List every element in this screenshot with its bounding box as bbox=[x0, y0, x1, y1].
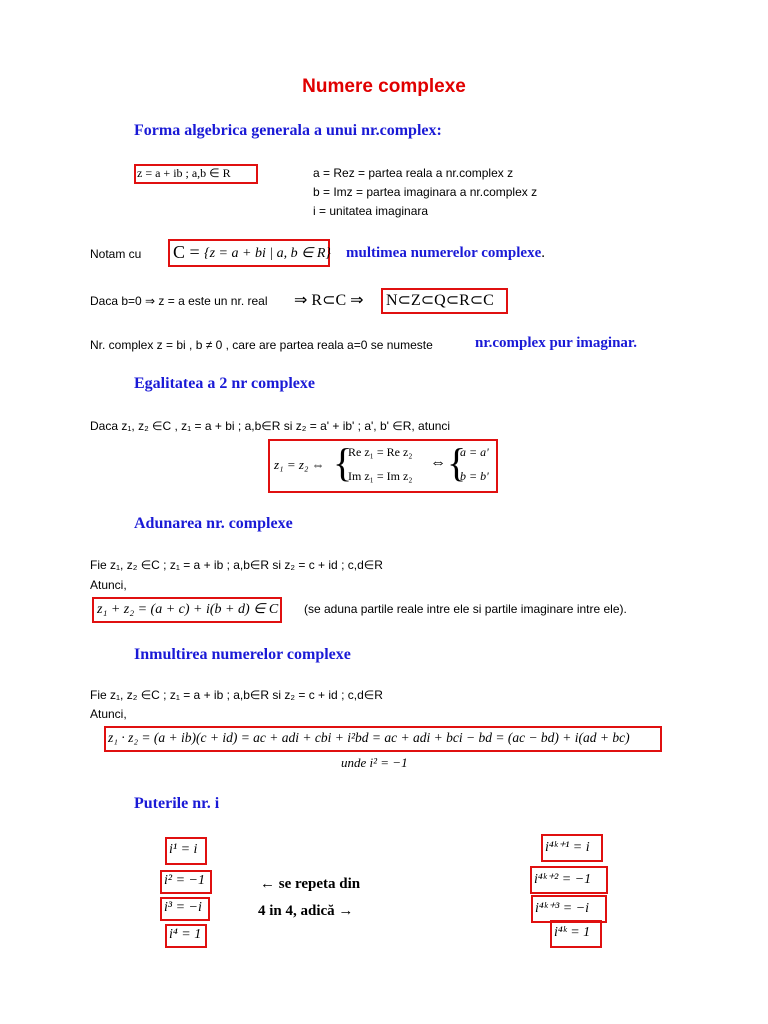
real-case-implication: ⇒ R⊂C ⇒ bbox=[294, 292, 364, 309]
equality-row2: Im z₁ = Im z₂ bbox=[348, 469, 413, 483]
equality-iff: ⇔ bbox=[430, 454, 446, 471]
set-prefix: Notam cu bbox=[90, 247, 142, 261]
power-2: i² = −1 bbox=[164, 873, 205, 888]
power-4: i⁴ = 1 bbox=[169, 927, 202, 942]
power-1: i¹ = i bbox=[169, 842, 198, 857]
multiplication-then: Atunci, bbox=[90, 707, 127, 721]
page-title: Numere complexe bbox=[302, 76, 466, 97]
real-case-text: Daca b=0 ⇒ z = a este un nr. real bbox=[90, 294, 268, 308]
def-imag-part: b = Imz = partea imaginara a nr.complex z bbox=[313, 185, 538, 199]
power-3: i³ = −i bbox=[164, 900, 202, 915]
addition-note: (se aduna partile reale intre ele si partile imaginare intre ele). bbox=[304, 602, 627, 616]
power-4k: i⁴ᵏ = 1 bbox=[554, 925, 591, 940]
def-imag-unit: i = unitatea imaginara bbox=[313, 204, 429, 218]
multiplication-premise: Fie z₁, z₂ ∈C ; z₁ = a + ib ; a,b∈R si z₂ = c + id ; c,d∈R bbox=[90, 688, 383, 702]
power-4k3: i⁴ᵏ⁺³ = −i bbox=[535, 901, 590, 916]
equality-premise: Daca z₁, z₂ ∈C , z₁ = a + bi ; a,b∈R si z₂ = a' + ib' ; a', b' ∈R, atunci bbox=[90, 419, 451, 433]
pure-imag-term: nr.complex pur imaginar. bbox=[475, 335, 637, 351]
addition-formula: z₁ + z₂ = (a + c) + i(b + d) ∈ C bbox=[97, 602, 279, 617]
left-brace-2: { bbox=[447, 440, 467, 485]
heading-addition: Adunarea nr. complexe bbox=[134, 515, 293, 532]
addition-then: Atunci, bbox=[90, 578, 127, 592]
equality-res2: b = b' bbox=[460, 469, 489, 483]
number-sets-chain: N⊂Z⊂Q⊂R⊂C bbox=[386, 292, 494, 309]
heading-algebraic-form: Forma algebrica generala a unui nr.complex: bbox=[134, 122, 442, 139]
pure-imag-text: Nr. complex z = bi , b ≠ 0 , care are partea reala a=0 se numeste bbox=[90, 338, 433, 352]
def-real-part: a = Rez = partea reala a nr.complex z bbox=[313, 166, 514, 180]
equality-lhs: z₁ = z₂ ⇔ bbox=[274, 457, 325, 472]
multiplication-where: unde i² = −1 bbox=[341, 755, 408, 770]
heading-powers: Puterile nr. i bbox=[134, 795, 220, 812]
set-description: multimea numerelor complexe. bbox=[346, 245, 545, 261]
powers-cycle-text: 4 in 4, adică → bbox=[258, 903, 354, 919]
addition-premise: Fie z₁, z₂ ∈C ; z₁ = a + ib ; a,b∈R si z₂ = c + id ; c,d∈R bbox=[90, 558, 383, 572]
heading-multiplication: Inmultirea numerelor complexe bbox=[134, 646, 351, 663]
multiplication-formula: z₁ · z₂ = (a + ib)(c + id) = ac + adi + cbi + i²bd = ac + adi + bci − bd = (ac − bd) + i(ad + bc) bbox=[108, 730, 630, 745]
power-4k2: i⁴ᵏ⁺² = −1 bbox=[534, 872, 592, 887]
set-formula-c: C = bbox=[173, 242, 200, 262]
powers-repeat-text: ← se repeta din bbox=[260, 876, 361, 892]
power-4k1: i⁴ᵏ⁺¹ = i bbox=[545, 840, 590, 855]
equality-row1: Re z₁ = Re z₂ bbox=[348, 445, 413, 459]
heading-equality: Egalitatea a 2 nr complexe bbox=[134, 375, 316, 392]
set-formula: {z = a + bi | a, b ∈ R} bbox=[204, 246, 332, 261]
algebraic-formula: z = a + ib ; a,b ∈ R bbox=[137, 166, 231, 180]
left-brace-1: { bbox=[333, 440, 353, 485]
equality-res1: a = a' bbox=[460, 445, 489, 459]
